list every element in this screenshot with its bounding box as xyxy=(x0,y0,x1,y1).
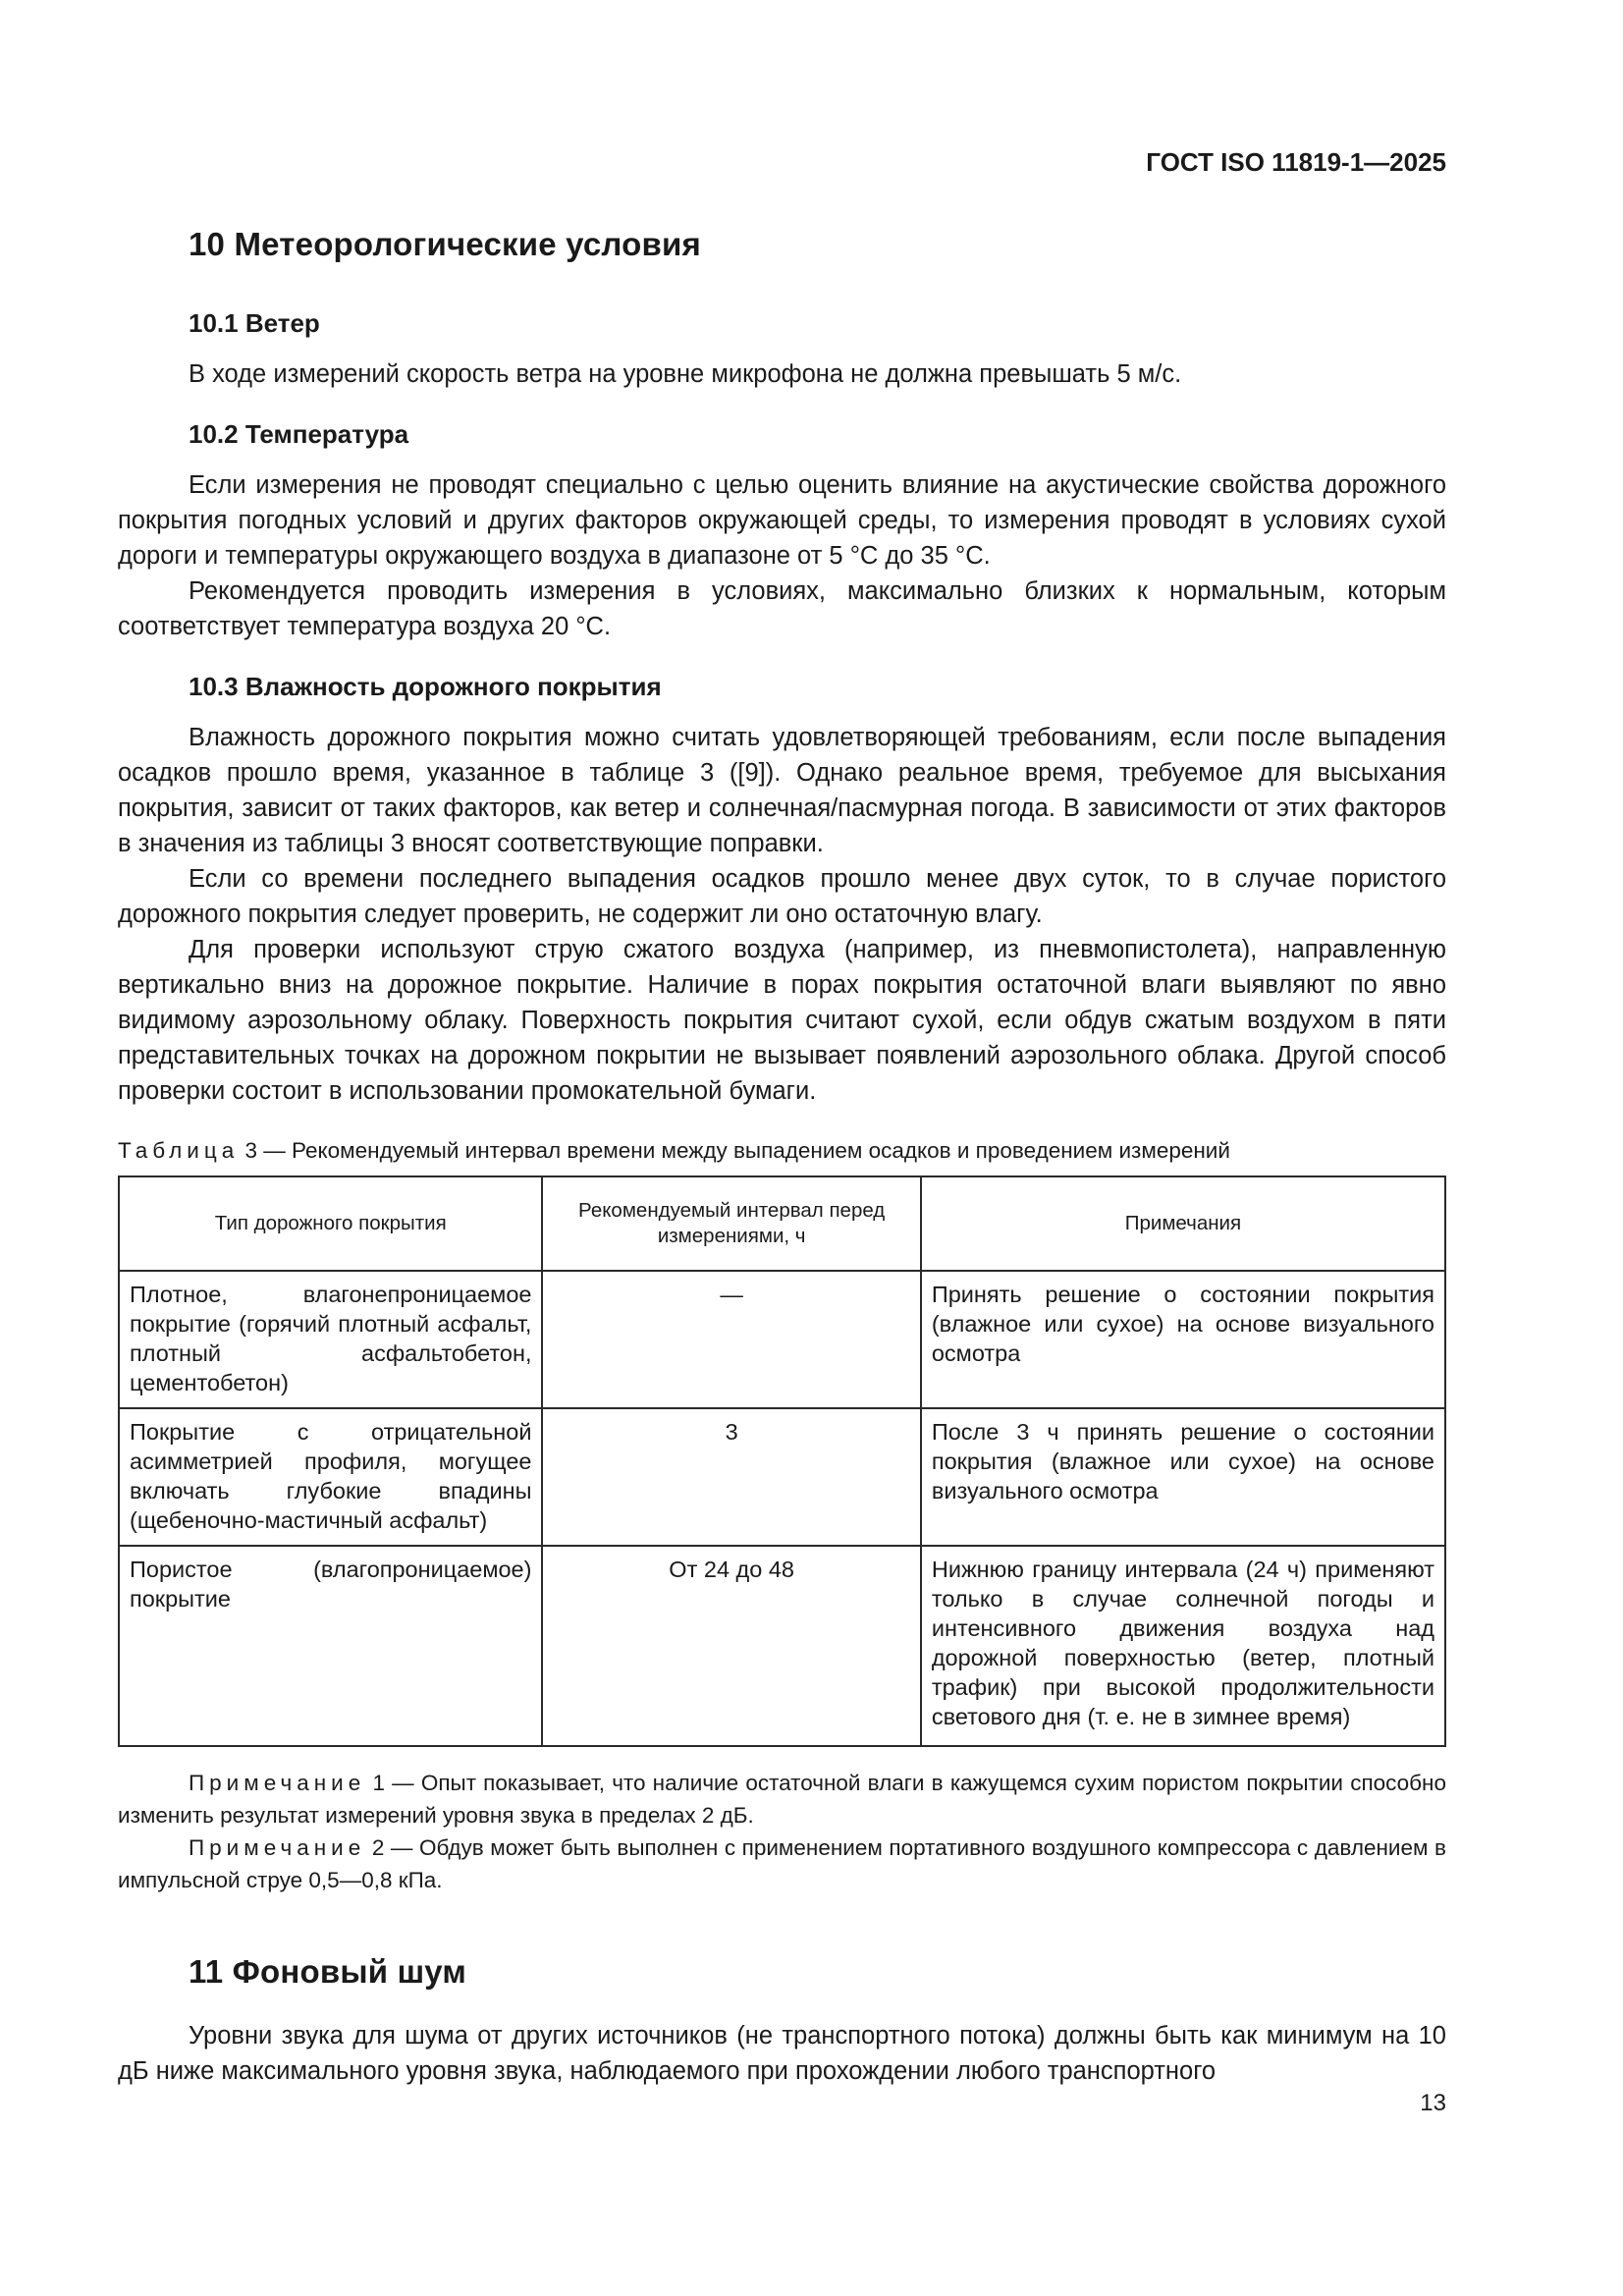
table-row xyxy=(119,1408,1445,1546)
section-11-title: 11 Фоновый шум xyxy=(189,1953,467,1990)
paragraph: В ходе измерений скорость ветра на уровне микрофона не должна превышать 5 м/с. xyxy=(189,360,1182,388)
page-content xyxy=(118,226,1446,2089)
table-row xyxy=(119,1271,1445,1408)
table-caption-text: 3 — Рекомендуемый интервал времени между выпадением осадков и проведением измерений xyxy=(244,1138,1230,1163)
table-cell: Плотное, влагонепроницаемое покрытие (горячий плотный асфальт, плотный асфальтобетон, цементобетон) xyxy=(119,1271,542,1408)
note-label: Примечание xyxy=(189,1835,366,1860)
paragraph: Если измерения не проводят специально с целью оценить влияние на акустические свойства дорожного покрытия погодных условий и других факторов окружающей среды, то измерения проводят в условиях сухой дороги и температуры окружающего воздуха в диапазоне от 5 °C до 35 °C. xyxy=(118,471,1446,570)
page-number: 13 xyxy=(1420,2090,1446,2116)
table-header-cell: Тип дорожного покрытия xyxy=(119,1176,542,1271)
table-notes xyxy=(118,1767,1446,1896)
table-caption xyxy=(118,1138,1446,1164)
paragraph: Для проверки используют струю сжатого воздуха (например, из пневмопистолета), направленную вертикально вниз на дорожное покрытие. Наличие в порах покрытия остаточной влаги выявляют по явно видимому аэрозольному облаку. Поверхность покрытия считают сухой, если обдув сжатым воздухом в пяти представительных точках на дорожном покрытии не вызывает появлений аэрозольного облака. Другой способ проверки состоит в использовании промокательной бумаги. xyxy=(118,936,1446,1105)
table-header-row xyxy=(119,1176,1445,1271)
document-header: ГОСТ ISO 11819-1—2025 xyxy=(1146,147,1446,177)
note-2 xyxy=(118,1831,1446,1896)
paragraph: Если со времени последнего выпадения осадков прошло менее двух суток, то в случае пористого дорожного покрытия следует проверить, не содержит ли оно остаточную влагу. xyxy=(118,865,1446,928)
table-cell: — xyxy=(542,1271,920,1408)
note-text: 1 — Опыт показывает, что наличие остаточной влаги в кажущемся сухим пористом покрытии способно изменить результат измерений уровня звука в пределах 2 дБ. xyxy=(118,1771,1446,1828)
note-1 xyxy=(118,1767,1446,1831)
table-cell: Принять решение о состоянии покрытия (влажное или сухое) на основе визуального осмотра xyxy=(921,1271,1445,1408)
table-cell: Нижнюю границу интервала (24 ч) применяют только в случае солнечной погоды и интенсивного движения воздуха над дорожной поверхностью (ветер, плотный трафик) при высокой продолжительности светового дня (т. е. не в зимнее время) xyxy=(921,1546,1445,1746)
paragraph: Уровни звука для шума от других источников (не транспортного потока) должны быть как минимум на 10 дБ ниже максимального уровня звука, наблюдаемого при прохождении любого транспортного xyxy=(118,2022,1446,2085)
note-text: 2 — Обдув может быть выполнен с применением портативного воздушного компрессора с давлением в импульсной струе 0,5—0,8 кПа. xyxy=(118,1835,1446,1892)
table-header-cell: Примечания xyxy=(921,1176,1445,1271)
table-3 xyxy=(118,1175,1446,1747)
paragraph: Влажность дорожного покрытия можно считать удовлетворяющей требованиям, если после выпадения осадков прошло время, указанное в таблице 3 ([9]). Однако реальное время, требуемое для высыхания покрытия, зависит от таких факторов, как ветер и солнечная/пасмурная погода. В зависимости от этих факторов в значения из таблицы 3 вносят соответствующие поправки. xyxy=(118,724,1446,857)
subsection-10-3-title: 10.3 Влажность дорожного покрытия xyxy=(189,672,662,701)
table-header-cell: Рекомендуемый интервал перед измерениями, ч xyxy=(542,1176,920,1271)
table-cell: От 24 до 48 xyxy=(542,1546,920,1746)
table-cell: После 3 ч принять решение о состоянии покрытия (влажное или сухое) на основе визуального осмотра xyxy=(921,1408,1445,1546)
table-caption-label: Таблица xyxy=(118,1138,240,1163)
table-cell: Пористое (влагопроницаемое) покрытие xyxy=(119,1546,542,1746)
table-cell: 3 xyxy=(542,1408,920,1546)
note-label: Примечание xyxy=(189,1771,366,1795)
section-10-title: 10 Метеорологические условия xyxy=(189,226,701,262)
subsection-10-1-title: 10.1 Ветер xyxy=(189,308,320,338)
table-cell: Покрытие с отрицательной асимметрией профиля, могущее включать глубокие впадины (щебеночно-мастичный асфальт) xyxy=(119,1408,542,1546)
subsection-10-2-title: 10.2 Температура xyxy=(189,419,409,449)
table-row xyxy=(119,1546,1445,1746)
paragraph: Рекомендуется проводить измерения в условиях, максимально близких к нормальным, которым соответствует температура воздуха 20 °C. xyxy=(118,577,1446,640)
